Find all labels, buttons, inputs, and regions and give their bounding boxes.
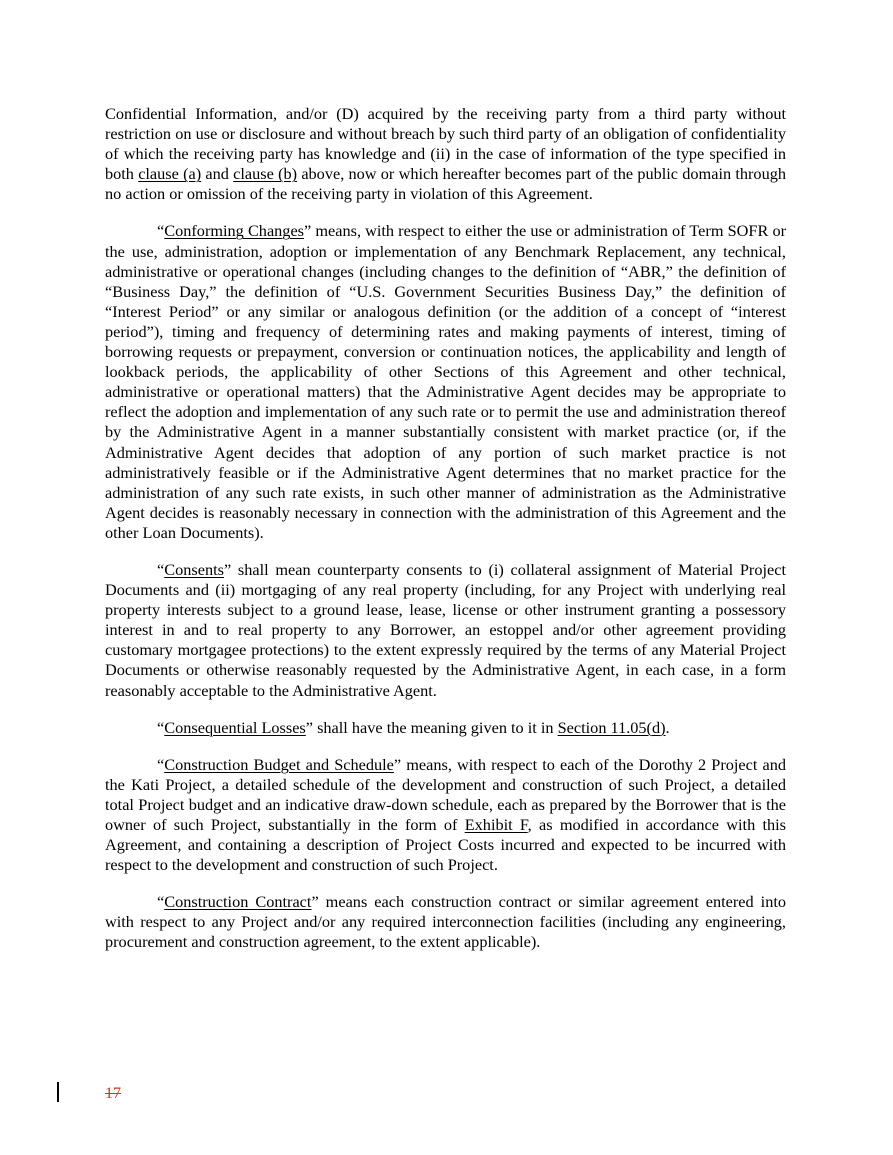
underlined-term: clause (a): [138, 164, 202, 184]
page-number: 17: [105, 1085, 121, 1102]
definition-construction-budget-and-schedule: [105, 755, 786, 876]
text-run: ” shall mean counterparty consents to (i) collateral assignment of Material Project Documents and (ii) mortgaging of any real property (including, for any Project with underlying real property interests subject to a ground lease, lease, license or other instrument granting a possessory interest in and to real property to any Borrower, an estoppel and/or other agreement providing customary mortgagee protections) to the extent expressly required by the terms of any Material Project Documents or otherwise reasonably requested by the Administrative Agent, in each case, in a form reasonably acceptable to the Administrative Agent.: [105, 559, 786, 700]
revision-change-bar: [57, 1082, 59, 1102]
text-run: ” shall have the meaning given to it in: [305, 717, 558, 737]
text-run: “: [157, 892, 165, 912]
underlined-term: Conforming Changes: [164, 221, 305, 241]
text-run: , as modified in accordance with this Agreement, and containing a description of Project Costs incurred and expected to be incurred with respect to the development and construction of such Project.: [105, 815, 786, 875]
underlined-term: Construction Budget and Schedule: [164, 754, 394, 774]
definition-conforming-changes: [105, 221, 786, 543]
text-run: ” means each construction contract or similar agreement entered into with respect to any Project and/or any required interconnection facilities (including any engineering, procurement and construction agreement, to the extent applicable).: [105, 892, 786, 952]
text-run: and: [201, 164, 234, 184]
text-run: above, now or which hereafter becomes part of the public domain through no action or omission of the receiving party in violation of this Agreement.: [105, 164, 786, 204]
definition-construction-contract: [105, 892, 786, 952]
text-run: “: [157, 559, 165, 579]
underlined-term: Consequential Losses: [164, 717, 306, 737]
underlined-term: Consents: [164, 559, 224, 579]
underlined-term: Construction Contract: [164, 892, 312, 912]
text-run: “: [157, 754, 165, 774]
underlined-term: Section 11.05(d): [557, 717, 666, 737]
underlined-term: Exhibit F: [464, 815, 528, 834]
text-run: “: [157, 717, 165, 737]
text-run: “: [157, 221, 165, 241]
underlined-term: clause (b): [233, 164, 298, 184]
text-run: ” means, with respect to either the use or administration of Term SOFR or the use, administration, adoption or implementation of any Benchmark Replacement, any technical, administrative or operational changes (including changes to the definition of “ABR,” the definition of “Business Day,” the definition of “U.S. Government Securities Business Day,” the definition of “Interest Period” or any similar or analogous definition (or the addition of a concept of “interest period”), timing and frequency of determining rates and making payments of interest, timing of borrowing requests or prepayment, conversion or continuation notices, the applicability and length of lookback periods, the applicability of other Sections of this Agreement and other technical, administrative or operational matters) that the Administrative Agent decides may be appropriate to reflect the adoption and implementation of any such rate or to permit the use and administration thereof by the Administrative Agent in a manner substantially consistent with market practice (or, if the Administrative Agent decides that adoption of any portion of such market practice is not administratively feasible or if the Administrative Agent determines that no market practice for the administration of any such rate exists, in such other manner of administration as the Administrative Agent decides is reasonably necessary in connection with the administration of this Agreement and the other Loan Documents).: [105, 221, 787, 542]
document-body: [105, 104, 786, 970]
text-run: .: [665, 717, 670, 737]
paragraph-confidential-information: [105, 104, 786, 204]
text-run: ” means, with respect to each of the Dorothy 2 Project and the Kati Project, a detailed schedule of the development and construction of such Project, a detailed total Project budget and an indicative draw-down schedule, each as prepared by the Borrower that is the owner of such Project, substantially in the form of: [105, 754, 787, 834]
definition-consents: [105, 560, 786, 701]
text-run: Confidential Information, and/or (D) acquired by the receiving party from a third party without restriction on use or disclosure and without breach by such third party of an obligation of confidentiality of which the receiving party has knowledge and (ii) in the case of information of the type specified in both: [105, 104, 786, 184]
definition-consequential-losses: [105, 718, 786, 738]
